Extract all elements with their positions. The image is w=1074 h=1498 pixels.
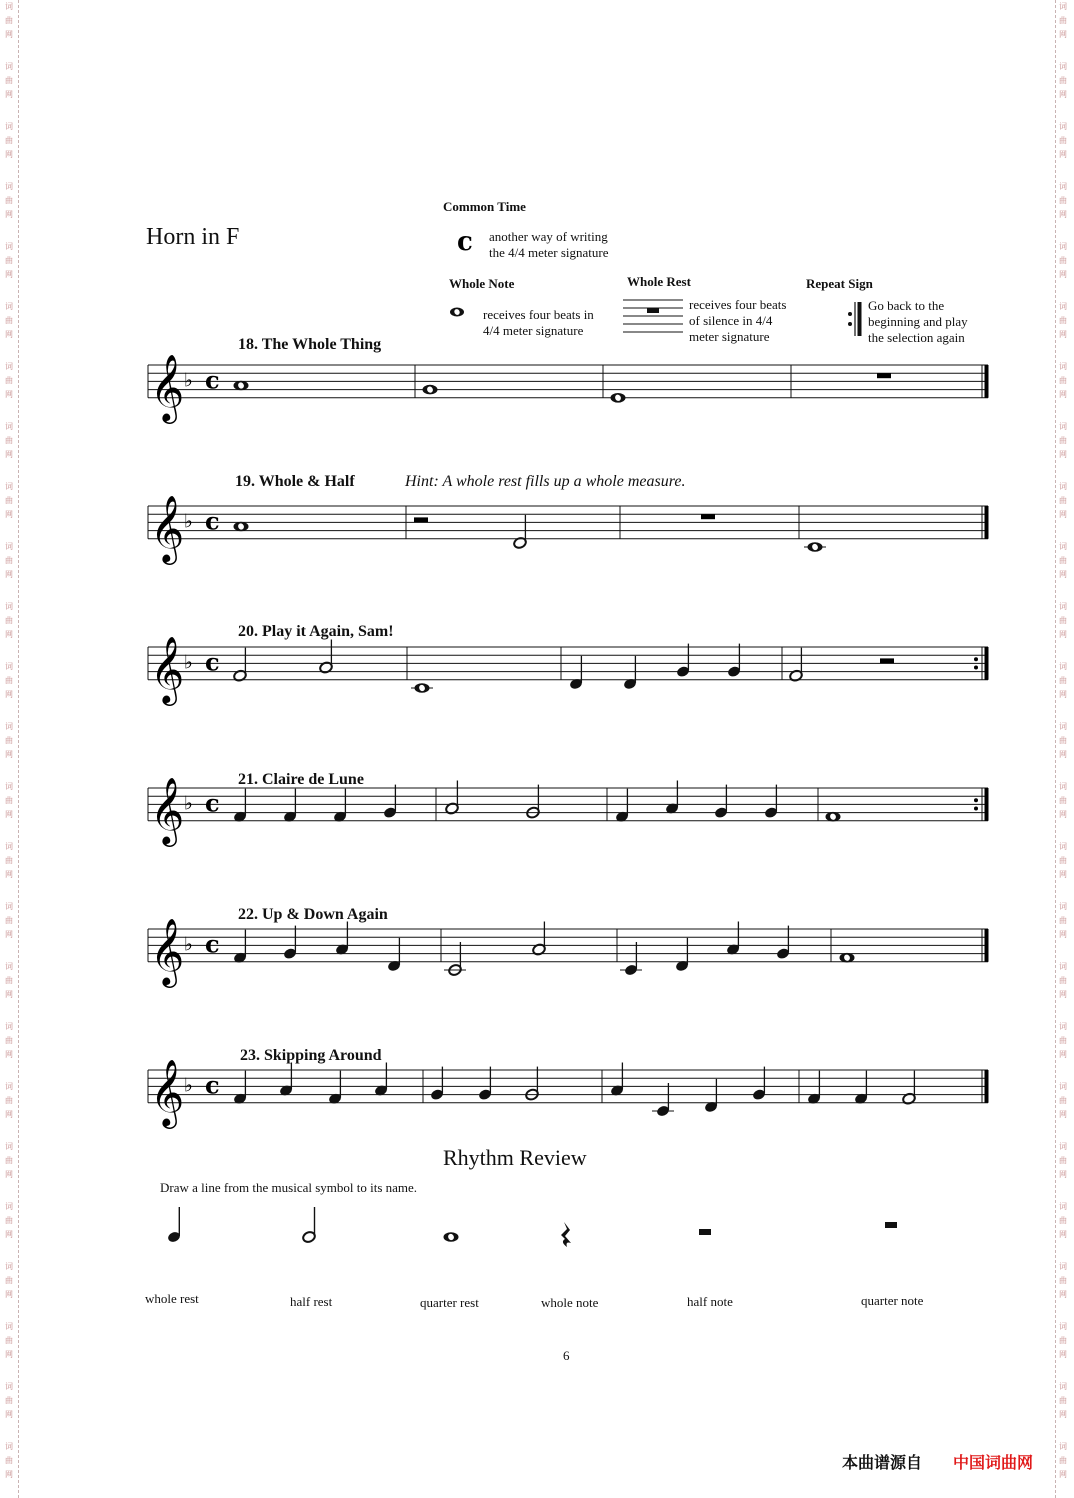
whole-rest-heading: Whole Rest: [627, 274, 691, 289]
common-time-icon: c: [205, 647, 220, 677]
name-half-rest[interactable]: half rest: [290, 1294, 333, 1309]
watermark-char: 网: [1059, 990, 1067, 999]
watermark-char: 网: [1059, 1050, 1067, 1059]
treble-clef-icon: 𝄞: [150, 916, 185, 985]
watermark-char: 网: [1059, 1170, 1067, 1179]
watermark-char: 曲: [5, 1276, 13, 1285]
watermark-char: 曲: [1059, 1456, 1067, 1465]
watermark-char: 网: [1059, 390, 1067, 399]
watermark-char: 曲: [1059, 376, 1067, 385]
watermark-char: 曲: [1059, 496, 1067, 505]
whole-rest: [877, 373, 891, 378]
svg-text:c: c: [457, 227, 473, 257]
flat-icon: ♭: [184, 933, 193, 956]
watermark-char: 网: [1059, 870, 1067, 879]
watermark-char: 曲: [5, 76, 13, 85]
watermark-char: 网: [1059, 1230, 1067, 1239]
watermark-char: 曲: [5, 556, 13, 565]
common-time-icon: c: [205, 506, 220, 536]
footer-site-link[interactable]: 中国词曲网: [953, 1453, 1034, 1472]
half-rest-symbol[interactable]: [699, 1229, 711, 1235]
exercise-18-title: 18. The Whole Thing: [238, 336, 382, 353]
name-whole-rest[interactable]: whole rest: [145, 1291, 199, 1306]
watermark-char: 词: [5, 182, 13, 191]
watermark-char: 词: [5, 782, 13, 791]
watermark-char: 词: [1059, 1442, 1067, 1451]
watermark-char: 网: [5, 630, 13, 639]
watermark-char: 网: [1059, 810, 1067, 819]
watermark-char: 曲: [1059, 1276, 1067, 1285]
watermark-char: 网: [1059, 1470, 1067, 1479]
watermark-char: 网: [5, 210, 13, 219]
watermark-char: 曲: [1059, 676, 1067, 685]
whole-note-heading: Whole Note: [449, 276, 515, 291]
watermark-char: 曲: [1059, 136, 1067, 145]
watermark-char: 网: [1059, 90, 1067, 99]
watermark-char: 网: [1059, 210, 1067, 219]
watermark-char: 网: [5, 1050, 13, 1059]
watermark-char: 网: [5, 1410, 13, 1419]
whole-rest-desc-3: meter signature: [689, 329, 770, 344]
watermark-char: 网: [1059, 690, 1067, 699]
watermark-char: 曲: [1059, 436, 1067, 445]
whole-rest-desc-1: receives four beats: [689, 297, 787, 312]
final-barline: [985, 647, 989, 680]
watermark-char: 曲: [5, 916, 13, 925]
watermark-char: 网: [1059, 510, 1067, 519]
watermark-char: 词: [5, 662, 13, 671]
watermark-char: 词: [5, 242, 13, 251]
watermark-char: 网: [5, 30, 13, 39]
common-time-heading: Common Time: [443, 199, 526, 214]
watermark-char: 曲: [1059, 616, 1067, 625]
watermark-char: 词: [1059, 1202, 1067, 1211]
common-time-icon: c: [205, 788, 220, 818]
whole-rest-symbol[interactable]: [885, 1222, 897, 1228]
watermark-char: 词: [5, 842, 13, 851]
watermark-char: 网: [5, 750, 13, 759]
repeat-dot: [974, 666, 978, 670]
exercise-20-title: 20. Play it Again, Sam!: [238, 623, 394, 640]
repeat-sign-heading: Repeat Sign: [806, 276, 873, 291]
watermark-char: 网: [5, 510, 13, 519]
watermark-char: 网: [5, 990, 13, 999]
common-time-icon: c: [205, 1070, 220, 1100]
flat-icon: ♭: [184, 1074, 193, 1097]
watermark-char: 网: [5, 1110, 13, 1119]
watermark-char: 词: [5, 1262, 13, 1271]
watermark-char: 词: [1059, 542, 1067, 551]
watermark-char: 词: [1059, 1082, 1067, 1091]
watermark-char: 曲: [5, 1096, 13, 1105]
common-time-desc-1: another way of writing: [489, 229, 608, 244]
watermark-char: 曲: [5, 376, 13, 385]
watermark-char: 网: [5, 390, 13, 399]
watermark-char: 词: [1059, 422, 1067, 431]
watermark-char: 词: [1059, 962, 1067, 971]
watermark-char: 网: [5, 570, 13, 579]
watermark-char: 词: [1059, 62, 1067, 71]
watermark-char: 词: [1059, 722, 1067, 731]
watermark-char: 曲: [1059, 1096, 1067, 1105]
watermark-char: 网: [5, 690, 13, 699]
watermark-char: 曲: [1059, 856, 1067, 865]
flat-icon: ♭: [184, 369, 193, 392]
watermark-char: 词: [5, 962, 13, 971]
watermark-char: 曲: [5, 1156, 13, 1165]
watermark-char: 曲: [5, 616, 13, 625]
watermark-char: 词: [5, 722, 13, 731]
watermark-char: 词: [5, 2, 13, 11]
watermark-char: 词: [5, 1082, 13, 1091]
watermark-char: 网: [5, 1170, 13, 1179]
final-barline: [985, 506, 989, 539]
watermark-char: 词: [1059, 302, 1067, 311]
watermark-char: 词: [5, 1202, 13, 1211]
repeat-sign-desc-1: Go back to the: [868, 298, 945, 313]
watermark-char: 曲: [1059, 316, 1067, 325]
watermark-char: 词: [5, 62, 13, 71]
watermark-char: 词: [1059, 182, 1067, 191]
watermark-char: 网: [1059, 570, 1067, 579]
watermark-char: 网: [1059, 450, 1067, 459]
watermark-char: 词: [1059, 2, 1067, 11]
final-barline: [985, 929, 989, 962]
repeat-dot: [974, 657, 978, 661]
watermark-char: 曲: [5, 1456, 13, 1465]
name-whole-note[interactable]: whole note: [541, 1295, 599, 1310]
whole-rest-desc-2: of silence in 4/4: [689, 313, 773, 328]
watermark-char: 词: [1059, 242, 1067, 251]
watermark-char: 曲: [5, 436, 13, 445]
whole-rest: [701, 514, 715, 519]
quarter-rest-symbol[interactable]: [561, 1222, 571, 1247]
repeat-dot: [974, 798, 978, 802]
whole-note-symbol[interactable]: [444, 1232, 459, 1242]
watermark-char: 曲: [1059, 1336, 1067, 1345]
watermark-char: 词: [5, 1322, 13, 1331]
quarter-note-symbol[interactable]: [167, 1207, 182, 1244]
watermark-char: 曲: [5, 1336, 13, 1345]
exercise-19-hint: Hint: A whole rest fills up a whole measure.: [405, 473, 686, 490]
watermark-char: 网: [5, 450, 13, 459]
final-barline: [985, 1070, 989, 1103]
watermark-char: 词: [1059, 122, 1067, 131]
watermark-char: 网: [1059, 1410, 1067, 1419]
rhythm-symbols: [160, 1200, 920, 1260]
whole-note-desc-2: 4/4 meter signature: [483, 323, 584, 338]
watermark-char: 曲: [5, 196, 13, 205]
instrument-title: Horn in F: [146, 224, 240, 250]
watermark-char: 曲: [5, 796, 13, 805]
half-rest: [880, 658, 894, 663]
half-rest: [414, 517, 428, 522]
watermark-char: 网: [1059, 270, 1067, 279]
exercise-19-title: 19. Whole & Half: [235, 473, 355, 490]
watermark-char: 网: [1059, 930, 1067, 939]
watermark-char: 词: [1059, 1022, 1067, 1031]
watermark-char: 曲: [5, 136, 13, 145]
final-barline: [985, 365, 989, 398]
watermark-char: 曲: [1059, 1156, 1067, 1165]
watermark-char: 曲: [1059, 256, 1067, 265]
watermark-char: 网: [1059, 150, 1067, 159]
flat-icon: ♭: [184, 510, 193, 533]
watermark-char: 词: [1059, 362, 1067, 371]
watermark-char: 词: [5, 422, 13, 431]
watermark-char: 曲: [1059, 796, 1067, 805]
watermark-char: 词: [1059, 602, 1067, 611]
flat-icon: ♭: [184, 792, 193, 815]
name-quarter-rest[interactable]: quarter rest: [420, 1295, 479, 1310]
watermark-char: 词: [1059, 902, 1067, 911]
watermark-char: 曲: [5, 736, 13, 745]
watermark-char: 网: [5, 1290, 13, 1299]
watermark-char: 网: [5, 150, 13, 159]
watermark-char: 词: [5, 542, 13, 551]
watermark-char: 网: [1059, 30, 1067, 39]
watermark-char: 词: [5, 1442, 13, 1451]
watermark-char: 网: [5, 1470, 13, 1479]
watermark-char: 曲: [1059, 1396, 1067, 1405]
repeat-dot: [974, 807, 978, 811]
watermark-char: 曲: [5, 1216, 13, 1225]
watermark-char: 词: [1059, 1382, 1067, 1391]
watermark-char: 词: [5, 122, 13, 131]
half-note-symbol[interactable]: [302, 1207, 317, 1244]
exercise-23-title: 23. Skipping Around: [240, 1047, 382, 1064]
watermark-char: 曲: [5, 16, 13, 25]
watermark-char: 曲: [1059, 196, 1067, 205]
treble-clef-icon: 𝄞: [150, 775, 185, 844]
watermark-char: 曲: [1059, 76, 1067, 85]
common-time-icon: c: [205, 365, 220, 395]
watermark-char: 曲: [1059, 16, 1067, 25]
watermark-char: 网: [5, 90, 13, 99]
common-time-icon: c: [205, 929, 220, 959]
watermark-char: 曲: [5, 496, 13, 505]
watermark-char: 词: [1059, 662, 1067, 671]
watermark-char: 词: [1059, 842, 1067, 851]
watermark-char: 曲: [5, 1036, 13, 1045]
watermark-char: 网: [5, 1350, 13, 1359]
watermark-char: 网: [1059, 1290, 1067, 1299]
watermark-char: 曲: [5, 316, 13, 325]
treble-clef-icon: 𝄞: [150, 352, 185, 421]
watermark-char: 词: [1059, 1262, 1067, 1271]
page-number: 6: [563, 1348, 570, 1363]
flat-icon: ♭: [184, 651, 193, 674]
watermark-char: 网: [5, 270, 13, 279]
watermark-char: 网: [1059, 1350, 1067, 1359]
watermark-char: 词: [5, 1382, 13, 1391]
watermark-char: 曲: [1059, 976, 1067, 985]
watermark-char: 词: [1059, 782, 1067, 791]
whole-note-desc-1: receives four beats in: [483, 307, 594, 322]
watermark-char: 曲: [5, 976, 13, 985]
watermark-char: 曲: [1059, 916, 1067, 925]
watermark-char: 曲: [1059, 736, 1067, 745]
watermark-char: 词: [5, 602, 13, 611]
watermark-char: 词: [5, 902, 13, 911]
watermark-char: 曲: [5, 856, 13, 865]
watermark-char: 网: [5, 930, 13, 939]
exercise-21-title: 21. Claire de Lune: [238, 771, 364, 788]
name-quarter-note[interactable]: quarter note: [861, 1293, 924, 1308]
final-barline: [985, 788, 989, 821]
exercise-22-title: 22. Up & Down Again: [238, 906, 388, 923]
treble-clef-icon: 𝄞: [150, 1057, 185, 1126]
watermark-char: 曲: [1059, 1216, 1067, 1225]
rhythm-review-title: Rhythm Review: [443, 1145, 587, 1170]
watermark-char: 曲: [1059, 556, 1067, 565]
watermark-char: 词: [1059, 1142, 1067, 1151]
footer-source-label: 本曲谱源自: [842, 1453, 923, 1472]
watermark-char: 网: [5, 870, 13, 879]
repeat-sign-desc-3: the selection again: [868, 330, 965, 345]
watermark-char: 网: [1059, 630, 1067, 639]
watermark-char: 网: [5, 330, 13, 339]
watermark-char: 网: [1059, 750, 1067, 759]
name-half-note[interactable]: half note: [687, 1294, 733, 1309]
watermark-char: 曲: [5, 1396, 13, 1405]
treble-clef-icon: 𝄞: [150, 634, 185, 703]
watermark-char: 曲: [5, 676, 13, 685]
watermark-char: 词: [1059, 1322, 1067, 1331]
watermark-char: 网: [1059, 330, 1067, 339]
watermark-char: 词: [5, 302, 13, 311]
watermark-char: 网: [5, 1230, 13, 1239]
watermark-char: 网: [5, 810, 13, 819]
watermark-char: 词: [5, 1022, 13, 1031]
watermark-char: 词: [1059, 482, 1067, 491]
watermark-char: 曲: [1059, 1036, 1067, 1045]
watermark-char: 词: [5, 482, 13, 491]
rhythm-review-instruction: Draw a line from the musical symbol to its name.: [160, 1180, 418, 1195]
watermark-char: 词: [5, 1142, 13, 1151]
watermark-char: 词: [5, 362, 13, 371]
treble-clef-icon: 𝄞: [150, 493, 185, 562]
common-time-desc-2: the 4/4 meter signature: [489, 245, 609, 260]
repeat-sign-desc-2: beginning and play: [868, 314, 968, 329]
watermark-char: 曲: [5, 256, 13, 265]
watermark-char: 网: [1059, 1110, 1067, 1119]
